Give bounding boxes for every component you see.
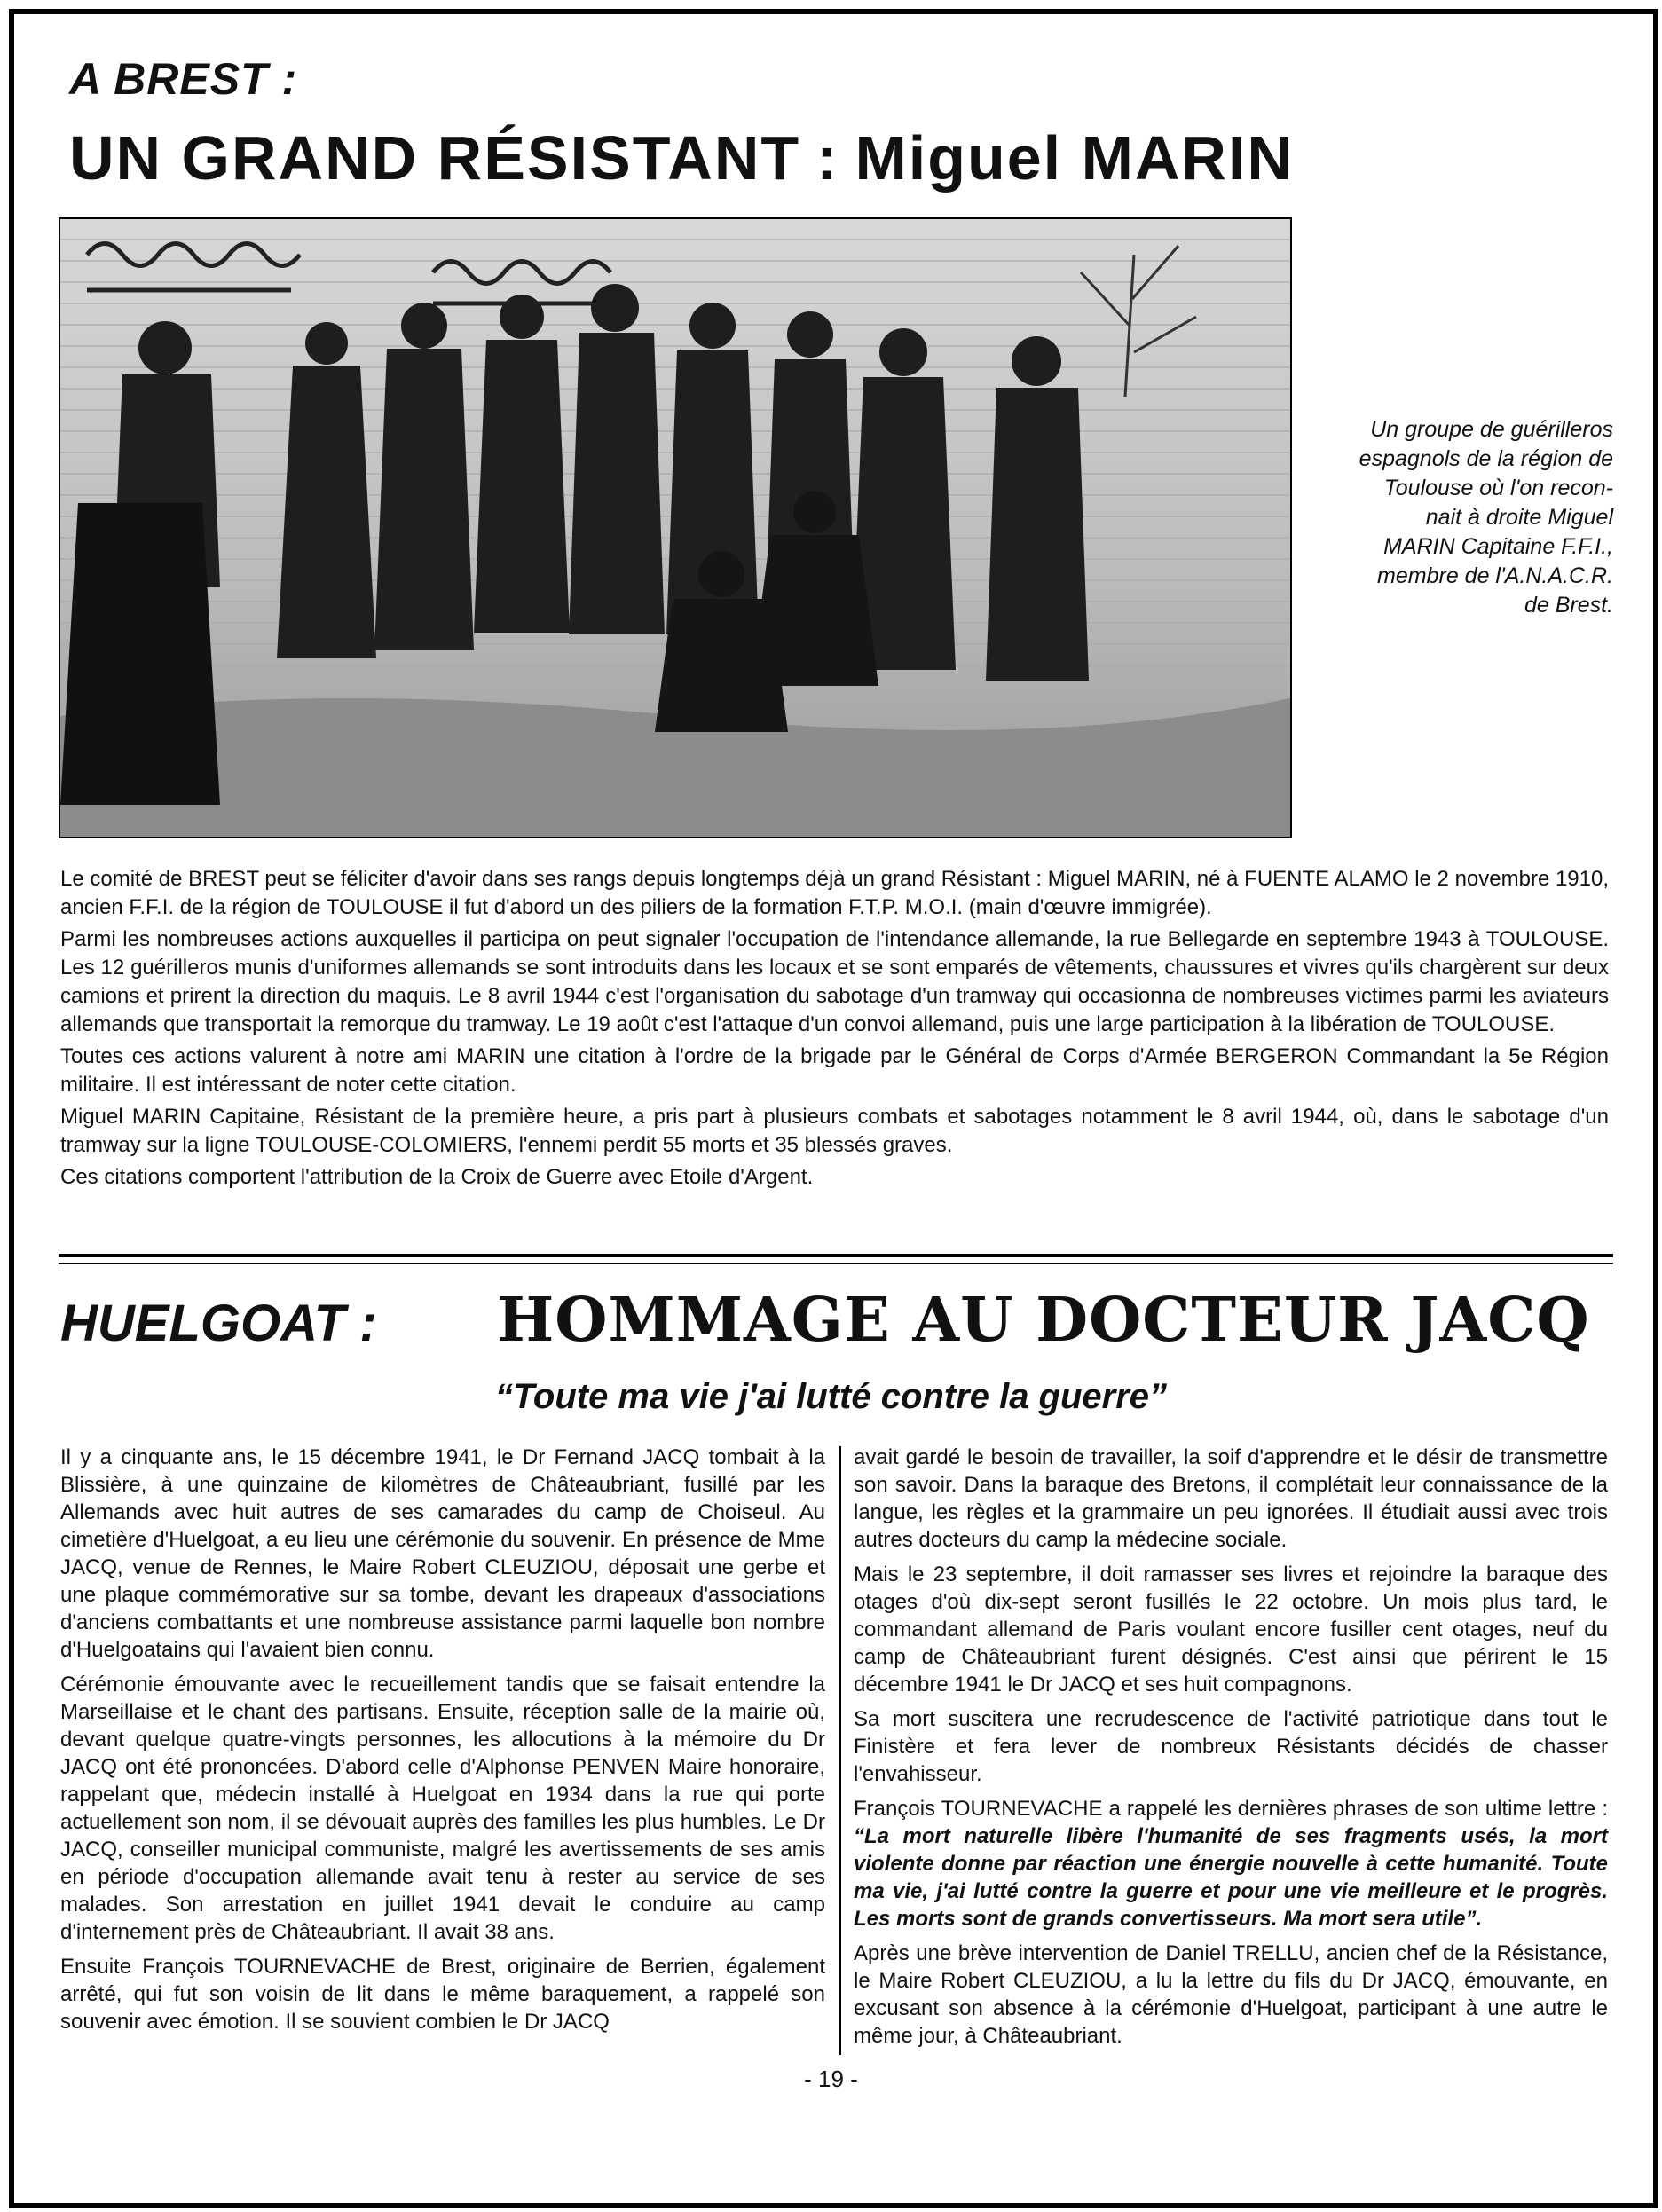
caption-line: espagnols de la région de (1359, 446, 1613, 471)
article2-place: HUELGOAT : (60, 1295, 377, 1352)
caption-line: de Brest. (1524, 593, 1613, 618)
article1-place: A BREST : (69, 54, 298, 104)
article1-paragraph: Toutes ces actions valurent à notre ami MARIN une citation à l'ordre de la brigade par le Général de Corps d'Armée BERGERON Commandant la 5e Région militaire. Il est intéressant de noter cette citation. (60, 1044, 1609, 1097)
article2-paragraph: Sa mort suscitera une recrudescence de l'activité patriotique dans tout le Finistère et fera lever de nombreux Résistants décidés de chasser l'envahisseur. (854, 1707, 1608, 1786)
article2-paragraph: Après une brève intervention de Daniel TRELLU, ancien chef de la Résistance, le Maire Robert CLEUZIOU, a lu la lettre du fils du Dr JACQ, émouvante, en excusant son absence à la cérémonie d'Huelgoat, participant à une autre le même jour, à Châteaubriant. (854, 1941, 1608, 2048)
article2-letter-paragraph (854, 1795, 1608, 1933)
article1-title (69, 122, 1294, 193)
caption-line: nait à droite Miguel (1425, 505, 1613, 530)
section-divider-thin (59, 1263, 1613, 1264)
article1-title-separator: : (816, 123, 839, 193)
letter-quote: “La mort naturelle libère l'humanité de ses fragments usés, la mort violente donne par réaction une énergie nouvelle à cette humanité. Toute ma vie, j'ai lutté contre la guerre et pour une vie meilleure et le progrès. Les morts sont de grands convertisseurs. Ma mort sera utile”. (854, 1824, 1608, 1931)
caption-line: Un groupe de guérilleros (1370, 417, 1613, 442)
photo-caption (1301, 415, 1613, 620)
article1-body (60, 865, 1609, 1195)
article2-paragraph: Cérémonie émouvante avec le recueillement tandis que se faisait entendre la Marseillaise et le chant des partisans. Ensuite, réception salle de la mairie où, devant quelque quatre-vingts personnes, les allocutions à la mémoire du Dr JACQ ont été prononcées. D'abord celle d'Alphonse PENVEN Maire honoraire, rappelant que, médecin installé à Huelgoat en 1934 dans la rue qui porte actuellement son nom, il se dévouait auprès des familles les plus humbles. Le Dr JACQ, conseiller municipal communiste, malgré les avertissements de ses amis en période d'occupation allemande avait tenu à rester au service de ses malades. Son arrestation en juillet 1941 devait le conduire au camp d'internement près de Châteaubriant. Il avait 38 ans. (60, 1673, 825, 1944)
article2-right-column (854, 1444, 1608, 2057)
letter-intro: François TOURNEVACHE a rappelé les dernières phrases de son ultime lettre : (854, 1797, 1608, 1821)
article1-paragraph: Le comité de BREST peut se féliciter d'avoir dans ses rangs depuis longtemps déjà un grand Résistant : Miguel MARIN, né à FUENTE ALAMO le 2 novembre 1910, ancien F.F.I. de la région de TOULOUSE il fut d'abord un des piliers de la formation F.T.P. M.O.I. (main d'œuvre immigrée). (60, 867, 1610, 919)
page-number: - 19 - (804, 2066, 858, 2092)
article2-title: HOMMAGE AU DOCTEUR JACQ (497, 1285, 1590, 1356)
article2-paragraph: Mais le 23 septembre, il doit ramasser ses livres et rejoindre la baraque des otages d'où dix-sept seront fusillés le 22 octobre. Un mois plus tard, le commandant allemand de Paris voulant encore fusiller cent otages, neuf du camp de Châteaubriant furent désignés. C'est ainsi que périrent le 15 décembre 1941 le Dr JACQ et ses huit compagnons. (854, 1563, 1608, 1696)
group-photo (59, 217, 1292, 838)
article1-paragraph: Miguel MARIN Capitaine, Résistant de la première heure, a pris part à plusieurs combats et sabotages notamment le 8 avril 1944, où, dans le sabotage d'un tramway sur la ligne TOULOUSE-COLOMIERS, l'ennemi perdit 55 morts et 35 blessés graves. (60, 1105, 1609, 1157)
article2-paragraph: avait gardé le besoin de travailler, la soif d'apprendre et le désir de transmettre son savoir. Dans la baraque des Bretons, il complétait leur connaissance de la langue, les règles et la grammaire un peu ignorées. Il étudiait aussi avec trois autres docteurs du camp la médecine sociale. (854, 1445, 1608, 1552)
article2-subtitle-quote: “Toute ma vie j'ai lutté contre la guerre” (494, 1377, 1168, 1416)
article1-title-left: UN GRAND RÉSISTANT (69, 123, 801, 193)
article1-paragraph: Parmi les nombreuses actions auxquelles il participa on peut signaler l'occupation de l'intendance allemande, la rue Bellegarde en septembre 1943 à TOULOUSE. Les 12 guérilleros munis d'uniformes allemands se sont introduits dans les locaux et se sont emparés de vêtements, chaussures et vivres qu'ils chargèrent sur deux camions et prirent la direction du maquis. Le 8 avril 1944 c'est l'organisation du sabotage d'un tramway qui occasionna de nombreuses victimes parmi les aviateurs allemands que transportait la remorque du tramway. Le 19 août c'est l'attaque d'un convoi allemand, puis une large participation à la libération de TOULOUSE. (60, 927, 1609, 1036)
article2-paragraph: Ensuite François TOURNEVACHE de Brest, originaire de Berrien, également arrêté, qui fut son voisin de lit dans le même baraquement, a rappelé son souvenir avec émotion. Il se souvient combien le Dr JACQ (60, 1955, 825, 2034)
article2-paragraph: Il y a cinquante ans, le 15 décembre 1941, le Dr Fernand JACQ tombait à la Blissière, à une quinzaine de kilomètres de Châteaubriant, fusillé par les Allemands avec huit autres de ses camarades du camp de Choiseul. Au cimetière d'Huelgoat, a eu lieu une cérémonie du souvenir. En présence de Mme JACQ, venue de Rennes, le Maire Robert CLEUZIOU, déposait une gerbe et une plaque commémorative sur sa tombe, devant les drapeaux d'associations d'anciens combattants et une nombreuse assistance parmi laquelle bon nombre d'Huelgoatains qui l'avaient bien connu. (60, 1445, 825, 1662)
caption-line: membre de l'A.N.A.C.R. (1377, 563, 1613, 588)
section-divider-thick (59, 1254, 1613, 1257)
article1-paragraph: Ces citations comportent l'attribution de la Croix de Guerre avec Etoile d'Argent. (60, 1165, 814, 1189)
article2-left-column (60, 1444, 825, 2043)
article1-title-right: Miguel MARIN (855, 123, 1294, 193)
column-divider (839, 1446, 841, 2055)
caption-line: MARIN Capitaine F.F.I., (1383, 534, 1613, 559)
caption-line: Toulouse où l'on recon- (1383, 476, 1613, 500)
